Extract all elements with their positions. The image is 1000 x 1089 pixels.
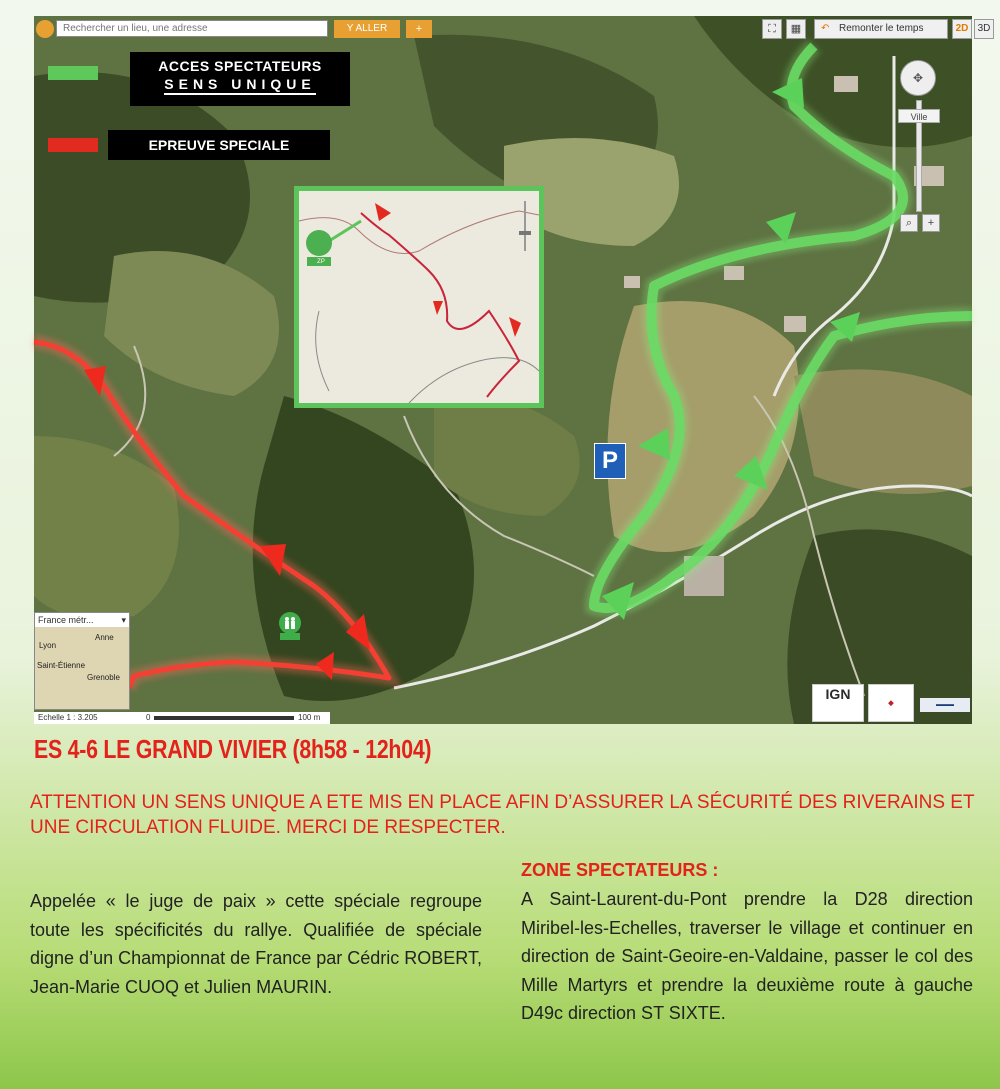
inset-spectator-zone-label: ZP [317, 259, 325, 265]
ign-logo-text: IGN [825, 686, 851, 702]
scale-bar [34, 712, 330, 724]
inset-route-drawing [299, 191, 539, 403]
cartographie-logo: ▬▬▬ [920, 698, 970, 712]
spectator-zone-directions: A Saint-Laurent-du-Pont prendre la D28 direction Miribel-les-Echelles, traverser le village et continuer en direction de Saint-Geoire-en-Valdaine, passer le col des Mille Martyrs et prendre la deuxième route à gauche D49c direction ST SIXTE. [521, 889, 973, 1023]
undo-arrow-icon: ↶ [821, 23, 830, 34]
parking-marker: P [594, 443, 626, 479]
one-way-alert: ATTENTION UN SENS UNIQUE A ETE MIS EN PLACE AFIN D’ASSURER LA SÉCURITÉ DES RIVERAINS ET UNE CIRCULATION FLUIDE. MERCI DE RESPECTER. [30, 792, 975, 838]
mode-2d-button[interactable]: 2D [952, 19, 972, 39]
scale-end: 100 m [298, 713, 321, 722]
zoom-in-button[interactable]: + [922, 214, 940, 232]
more-options-button[interactable]: + [406, 20, 432, 38]
overview-city: Grenoble [87, 673, 120, 682]
zoom-level-label: Ville [898, 109, 940, 123]
special-legend-swatch [48, 138, 98, 152]
access-legend-swatch [48, 66, 98, 80]
chevron-down-icon: ▾ [121, 615, 126, 625]
access-legend-line2: SENS UNIQUE [164, 76, 315, 95]
access-legend [130, 52, 350, 106]
time-travel-button[interactable] [814, 19, 948, 39]
map-view[interactable] [34, 16, 991, 724]
zoom-search-icon[interactable]: ⌕ [900, 214, 918, 232]
search-toolbar [34, 16, 991, 42]
search-input[interactable] [56, 20, 328, 37]
overview-minimap[interactable] [34, 612, 130, 710]
go-button[interactable]: Y ALLER [334, 20, 400, 38]
mode-3d-button[interactable]: 3D [974, 19, 994, 39]
scale-label: Echelle 1 : 3.205 [38, 713, 98, 722]
route-inset-map [294, 186, 544, 408]
spectator-zone-heading: ZONE SPECTATEURS : [521, 860, 719, 880]
scale-start: 0 [146, 713, 151, 722]
overview-city: Lyon [39, 641, 57, 650]
stage-title: ES 4-6 LE GRAND VIVIER (8h58 - 12h04) [34, 734, 432, 764]
layers-icon[interactable]: ▦ [786, 19, 806, 39]
stage-description: Appelée « le juge de paix » cette spéciale regroupe toute les spécificités du rallye. Qualifiée de spéciale digne d’un Championnat de France par Cédric ROBERT, Jean-Marie CUOQ et Julien MAURIN. [30, 891, 482, 997]
pan-control[interactable]: ✥ [900, 60, 936, 96]
scale-line [154, 716, 294, 720]
rally-logo: ◆ [868, 684, 914, 722]
special-stage-legend: EPREUVE SPECIALE [108, 130, 330, 160]
time-travel-label: Remonter le temps [839, 23, 924, 34]
region-dropdown-value: France métr... [38, 615, 94, 625]
overview-city: Saint-Étienne [37, 661, 86, 670]
fullscreen-icon[interactable]: ⛶ [762, 19, 782, 39]
spectator-zone-icon [278, 612, 302, 640]
geoportail-logo-icon[interactable] [36, 20, 54, 38]
ign-logo [812, 684, 864, 722]
region-dropdown[interactable] [35, 613, 129, 627]
access-legend-line1: ACCES SPECTATEURS [158, 58, 322, 74]
overview-city: Anne [95, 633, 114, 642]
